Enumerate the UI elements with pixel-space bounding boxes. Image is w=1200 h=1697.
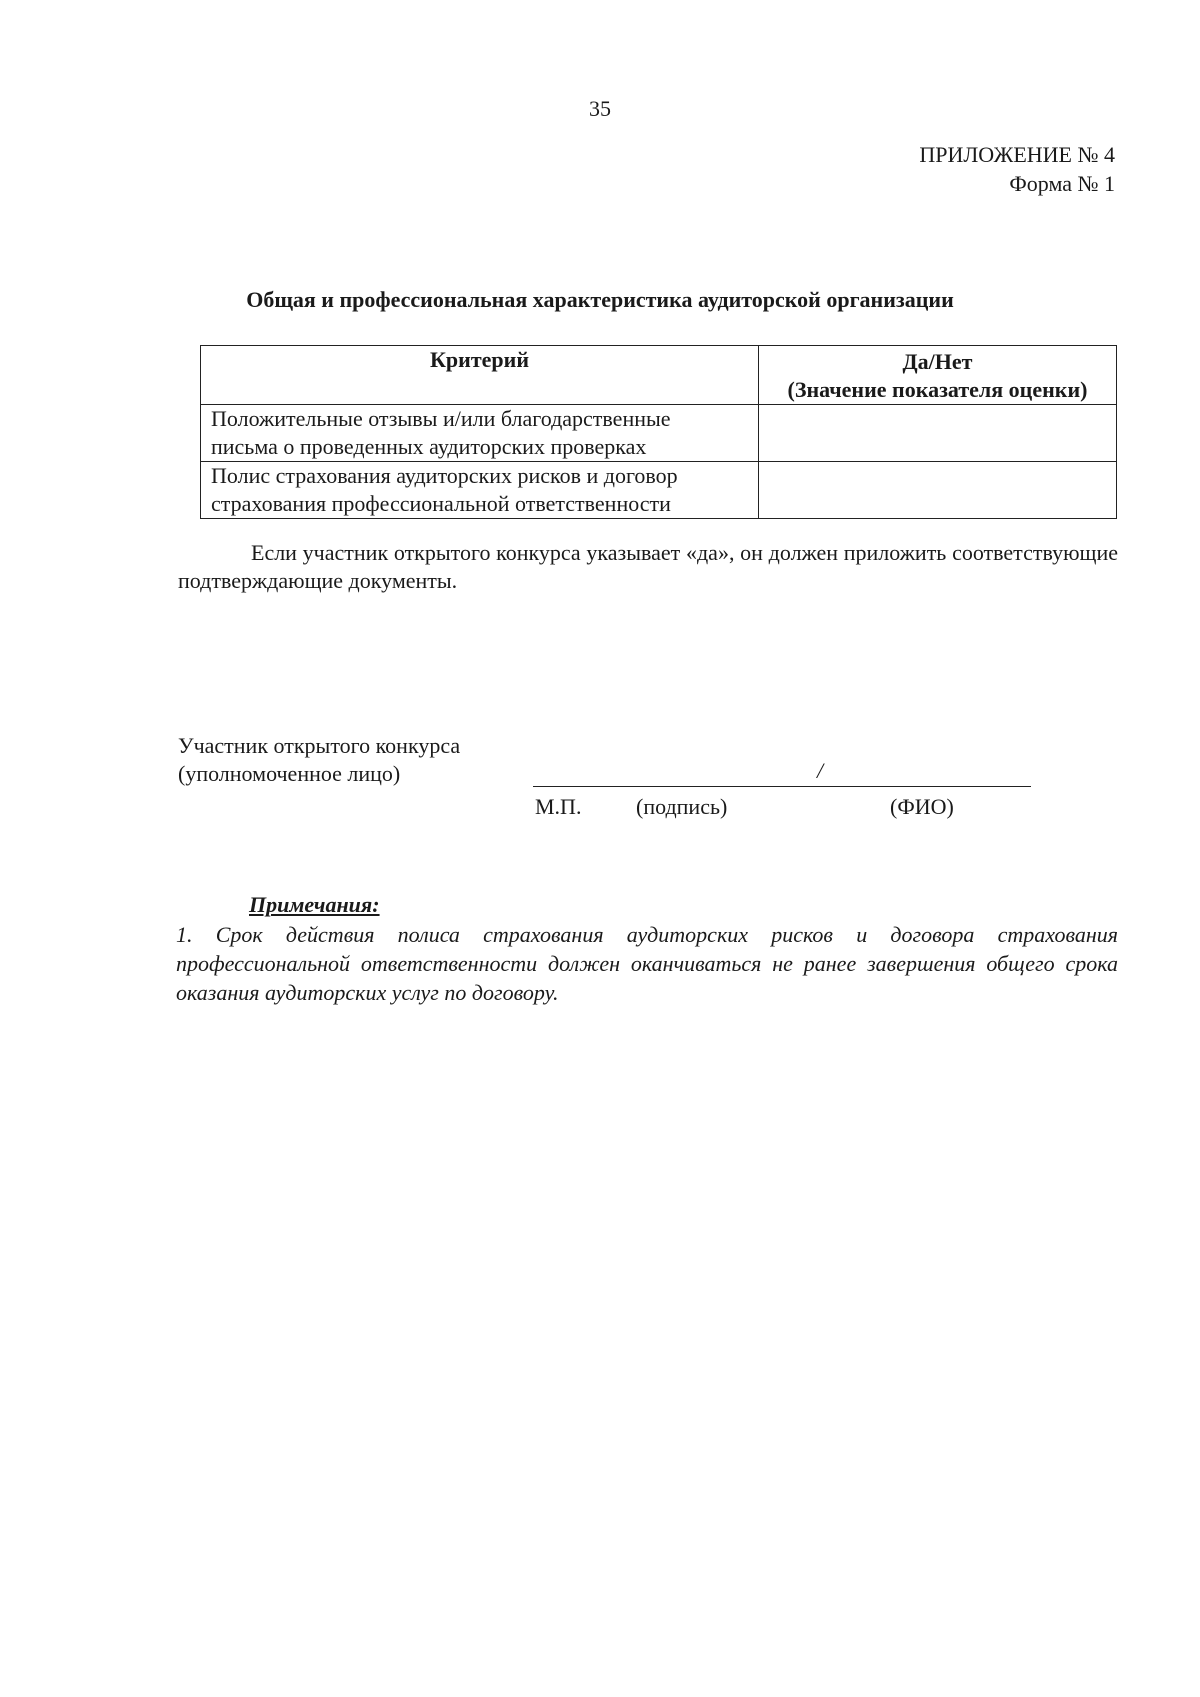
answer-header-line1: Да/Нет xyxy=(902,349,973,374)
criterion-text-line2: письма о проведенных аудиторских проверках xyxy=(211,434,647,459)
criterion-header: Критерий xyxy=(201,346,759,405)
authorized-person-label: (уполномоченное лицо) xyxy=(178,761,401,786)
answer-header xyxy=(759,346,1117,405)
document-title: Общая и профессиональная характеристика аудиторской организации xyxy=(246,287,954,312)
signature-caption: (подпись) xyxy=(636,794,728,819)
signature-separator: / xyxy=(817,758,824,783)
signature-line[interactable] xyxy=(533,786,1031,787)
table-header-row xyxy=(201,346,1117,405)
participant-block xyxy=(178,732,460,788)
criterion-cell xyxy=(201,405,759,462)
table-row xyxy=(201,462,1117,519)
page-number: 35 xyxy=(589,96,611,121)
stamp-place-label: М.П. xyxy=(535,794,582,819)
criteria-table xyxy=(200,345,1117,519)
appendix-header xyxy=(919,140,1115,198)
notes-title: Примечания: xyxy=(249,892,380,917)
form-label: Форма № 1 xyxy=(1009,171,1115,196)
criterion-cell xyxy=(201,462,759,519)
criterion-text-line1: Полис страхования аудиторских рисков и договор xyxy=(211,463,678,488)
table-row xyxy=(201,405,1117,462)
full-name-caption: (ФИО) xyxy=(890,794,954,819)
instruction-paragraph: Если участник открытого конкурса указывает «да», он должен приложить соответствующие подтверждающие документы. xyxy=(178,540,1118,593)
answer-cell[interactable] xyxy=(759,405,1117,462)
criterion-text-line2: страхования профессиональной ответственности xyxy=(211,491,671,516)
answer-header-line2: (Значение показателя оценки) xyxy=(787,377,1088,402)
participant-label: Участник открытого конкурса xyxy=(178,733,461,758)
criterion-text-line1: Положительные отзывы и/или благодарственные xyxy=(211,406,671,431)
appendix-label: ПРИЛОЖЕНИЕ № 4 xyxy=(919,142,1115,167)
note-item: 1. Срок действия полиса страхования аудиторских рисков и договора страхования профессиональной ответственности должен оканчиваться не ранее завершения общего срока оказания аудиторских услуг по договору. xyxy=(176,922,1118,1005)
answer-cell[interactable] xyxy=(759,462,1117,519)
